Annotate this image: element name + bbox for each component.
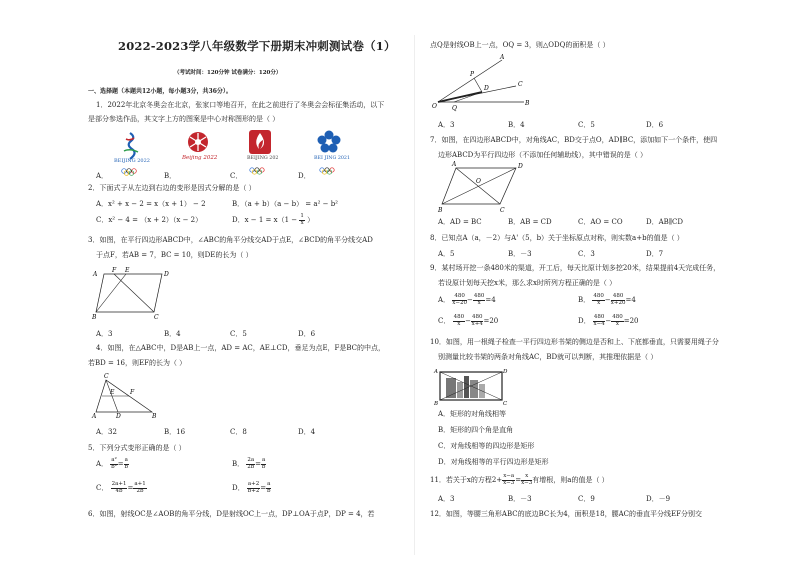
- q7-option-b[interactable]: B．AB = CD: [508, 218, 552, 226]
- q10-label-d: D: [503, 369, 508, 375]
- q1-line1: 1．2022年北京冬奥会在北京，张家口等地召开，在此之前进行了冬奥会会标征集活动，以下: [96, 101, 385, 109]
- logo-option-a[interactable]: [114, 131, 150, 175]
- q8-option-b[interactable]: B．－3: [508, 250, 532, 258]
- q9-a-frac1: [452, 294, 467, 306]
- q5-c-d1: 4b: [115, 487, 123, 494]
- q9-a-d1: x−20: [452, 299, 468, 306]
- q3-option-a[interactable]: A．3: [96, 330, 113, 338]
- logo-c-text: BEIJING 202: [247, 156, 279, 161]
- q7-label-b: B: [438, 207, 443, 214]
- q3-option-c[interactable]: C．5: [230, 330, 247, 338]
- q1-option-b[interactable]: B．: [164, 172, 177, 180]
- q6-label-b: B: [525, 100, 530, 107]
- q12-line1: 12．如图，等腰三角形ABC的底边BC长为4，面积是18，腰AC的垂直平分线EF分别交: [430, 510, 702, 518]
- q5-c-frac1: [111, 482, 128, 494]
- q5-a-frac2: [124, 458, 129, 470]
- q2-stem: 2．下面式子从左边到右边的变形是因式分解的是（ ）: [88, 184, 256, 192]
- q9-d-prefix: D．: [578, 317, 591, 325]
- q5-a-d1: b²: [111, 463, 117, 470]
- q5-b-frac1: [246, 458, 255, 470]
- q7-label-o: O: [476, 178, 481, 185]
- logo-option-d[interactable]: [314, 130, 350, 176]
- q7-option-a[interactable]: A．AD = BC: [438, 218, 482, 226]
- q10-line2: 别测量比较书架的两条对角线AC，BD就可以判断，其推理依据是（ ）: [438, 353, 658, 361]
- q3-label-e: E: [125, 267, 130, 274]
- q5-b-d2: b: [261, 463, 266, 470]
- q6-label-o: O: [432, 103, 437, 110]
- q11-option-c[interactable]: C．9: [578, 495, 595, 503]
- q7-option-d[interactable]: D．AB∥CD: [646, 218, 684, 226]
- q9-a-n1: 480: [452, 294, 467, 301]
- q4-line2: 若BD = 16，则EF的长为（ ）: [88, 359, 187, 367]
- q5-a-d2: b: [124, 463, 129, 470]
- q5-d-d2: b: [267, 487, 271, 494]
- q2-d-fraction: [299, 214, 305, 226]
- q6-option-b[interactable]: B．4: [508, 121, 525, 129]
- q3-label-a: A: [93, 271, 98, 278]
- q3-parallelogram-figure: [92, 266, 172, 321]
- q2-d-end: ）: [307, 216, 315, 224]
- q3-option-d[interactable]: D．6: [298, 330, 316, 338]
- q4-label-d: D: [116, 413, 121, 420]
- q7-option-c[interactable]: C．AO = CO: [578, 218, 623, 226]
- q9-b-d2: x+20: [610, 299, 626, 306]
- q10-option-c[interactable]: C．对角线相等的四边形是矩形: [438, 442, 535, 450]
- q9-d-n2: 480: [612, 314, 623, 320]
- q3-option-b[interactable]: B．4: [164, 330, 181, 338]
- q10-label-a: A: [434, 369, 438, 375]
- q7-label-a: A: [452, 161, 457, 168]
- q11-pre: 11．若关于x的方程2+: [430, 476, 503, 484]
- q11-mid: =: [515, 476, 522, 484]
- q8-option-d[interactable]: D．7: [646, 250, 664, 258]
- q5-a-prefix: A．: [96, 460, 109, 468]
- q9-d-d2: x: [615, 320, 620, 327]
- logo-a-text: BEIJING 2022: [114, 158, 150, 164]
- q9-c-d1: x: [457, 320, 461, 327]
- q5-a-n1: a²: [111, 457, 117, 463]
- exam-meta: （考试时间：120分钟 试卷满分：120分）: [174, 70, 282, 76]
- q2-option-b[interactable]: B．（a + b）（a − b） = a² − b²: [232, 200, 338, 208]
- q11-frac2: [521, 474, 532, 486]
- q4-line1: 4．如图，在△ABC中，D是AB上一点，AD = AC，AE⊥CD，垂足为点E，F是BC的中点，: [96, 344, 386, 352]
- q11-option-d[interactable]: D．－9: [646, 495, 671, 503]
- q10-option-a[interactable]: A．矩形的对角线相等: [438, 410, 507, 418]
- q9-a-frac2: [473, 294, 486, 306]
- q5-b-prefix: B．: [232, 460, 245, 468]
- q8-option-c[interactable]: C．3: [578, 250, 595, 258]
- q3-line1: 3．如图，在平行四边形ABCD中，∠ABC的角平分线交AD于点E，∠BCD的角平分线交AD: [88, 236, 373, 244]
- q4-label-e: E: [110, 389, 115, 396]
- q4-option-d[interactable]: D．4: [298, 428, 316, 436]
- q11-option-a[interactable]: A．3: [438, 495, 455, 503]
- q5-d-frac2: [266, 482, 271, 494]
- q5-a-n2: a: [124, 457, 128, 463]
- q4-option-b[interactable]: B．16: [164, 428, 186, 436]
- q6-angle-figure: [430, 52, 530, 110]
- beijing-2022-emblem-icon: [118, 131, 148, 175]
- q5-a-frac1: [110, 458, 117, 470]
- q2-option-c[interactable]: C．x² − 4 = （x + 2）（x − 2）: [96, 216, 203, 224]
- q6-option-a[interactable]: A．3: [438, 121, 455, 129]
- q5-c-n2: a+1: [134, 481, 146, 487]
- q5-c-prefix: C．: [96, 484, 109, 492]
- q9-c-end: =20: [483, 317, 499, 325]
- q8-stem: 8．已知点A（a，－2）与A'（5，b）关于坐标原点对称，则实数a+b的值是（ ）: [430, 234, 684, 242]
- q6-option-d[interactable]: D．6: [646, 121, 664, 129]
- q1-option-d[interactable]: D．: [298, 172, 311, 180]
- plum-blossom-emblem-icon: [314, 130, 350, 176]
- q3-label-d: D: [164, 271, 169, 278]
- q2-option-a[interactable]: A．x² + x − 2 = x（x + 1） − 2: [96, 200, 206, 208]
- q5-b-d1: 2b: [247, 463, 255, 470]
- q7-quadrilateral-figure: [438, 160, 524, 212]
- q11-n2: x: [521, 474, 532, 481]
- q9-c-frac1: [453, 315, 466, 327]
- q10-option-b[interactable]: B．矩形的四个角是直角: [438, 426, 514, 434]
- q5-option-b[interactable]: B． $\frac{2a}{2b}$ = $\frac{a}{b}$: [232, 457, 266, 470]
- q4-label-a: A: [92, 413, 97, 420]
- snowflake-emblem-icon: [184, 130, 216, 174]
- q9-d-end: =20: [623, 317, 639, 325]
- q9-option-b[interactable]: B． $\frac{480}{x}$ − $\frac{480}{x+20}$ =4: [578, 293, 636, 306]
- q11-stem: [430, 474, 609, 486]
- q9-line1: 9．某村场开挖一条480米的渠道，开工后，每天比原计划多挖20米，结果提前4天完成任务，: [430, 264, 721, 272]
- q5-d-d1: b+2: [247, 487, 260, 494]
- q10-label-b: B: [434, 401, 439, 407]
- q3-label-f: F: [112, 267, 117, 274]
- q9-option-c[interactable]: C． $\frac{480}{x}$ − $\frac{480}{x+4}$ =20: [438, 314, 499, 327]
- q9-option-a[interactable]: A． $\frac{480}{x-20}$ − $\frac{480}{x}$ =4: [438, 293, 496, 306]
- q11-d1: x−3: [503, 479, 515, 486]
- q9-b-frac1: [592, 294, 605, 306]
- q9-b-n2: 480: [611, 294, 626, 301]
- q9-b-frac2: [611, 294, 626, 306]
- q9-a-d2: x: [477, 299, 481, 306]
- q9-c-frac2: [471, 315, 484, 327]
- q1-line2: 是部分参选作品，其文字上方的图案是中心对称图形的是（ ）: [88, 115, 280, 123]
- q10-bookshelf-figure: [434, 366, 510, 406]
- q5-option-d[interactable]: D． $\frac{a+2}{b+2}$ = $\frac{a}{b}$: [232, 481, 271, 494]
- q9-b-d1: x: [597, 299, 601, 306]
- q6-label-q: Q: [452, 105, 457, 112]
- q6-label-p: P: [470, 71, 475, 78]
- q9-c-d2: x+4: [471, 320, 483, 327]
- q2-d-text: D．x − 1 = x（1 −: [232, 216, 298, 224]
- q11-post: 有增根，则a的值是（ ）: [532, 476, 609, 484]
- q7-line2: 边形ABCD为平行四边形（不添加任何辅助线），其中错误的是（ ）: [438, 151, 648, 159]
- q9-a-n2: 480: [473, 293, 485, 299]
- q5-b-frac2: [261, 458, 266, 470]
- q5-d-n1: a+2: [247, 481, 260, 487]
- q11-option-b[interactable]: B．－3: [508, 495, 532, 503]
- q5-c-frac2: [133, 482, 146, 494]
- q6-line1: 6．如图，射线OC是∠AOB的角平分线，D是射线OC上一点，DP⊥OA于点P，DP = 4，若: [88, 510, 375, 518]
- q3-label-b: B: [92, 314, 97, 321]
- q5-b-n2: a: [262, 457, 266, 463]
- q11-frac1: [502, 474, 515, 486]
- q8-option-a[interactable]: A．5: [438, 250, 455, 258]
- q4-label-f: F: [130, 389, 135, 396]
- q3-label-c: C: [154, 314, 159, 321]
- logo-b-text: Beijing 2022: [182, 155, 218, 161]
- q10-label-c: C: [503, 401, 508, 407]
- q7-label-d: D: [518, 163, 523, 170]
- q4-label-c: C: [104, 373, 109, 380]
- page-title: 2022-2023学八年级数学下册期末冲刺测试卷（1）: [118, 39, 396, 53]
- q4-triangle-figure: [92, 372, 162, 418]
- q1-option-c[interactable]: C．: [230, 172, 243, 180]
- column-divider: [414, 35, 415, 555]
- q4-option-c[interactable]: C．8: [230, 428, 247, 436]
- q1-option-a[interactable]: A．: [96, 172, 109, 180]
- q7-label-c: C: [500, 207, 505, 214]
- q5-option-c[interactable]: C． $\frac{2a+1}{4b}$ = $\frac{a+1}{2b}$: [96, 481, 146, 494]
- q2-d-den: x: [300, 219, 304, 226]
- q7-line1: 7．如图，在四边形ABCD中，对角线AC，BD交于点O，AD∥BC，添加如下一个条件，使四: [430, 136, 718, 144]
- q2-d-num: 1: [300, 213, 304, 219]
- q5-d-frac1: [247, 482, 260, 494]
- q5-c-n1: 2a+1: [111, 481, 127, 487]
- q2-option-d[interactable]: [232, 214, 314, 226]
- q9-d-frac1: [593, 315, 606, 327]
- logo-d-text: BEI JING 2021: [314, 156, 351, 161]
- logo-option-c[interactable]: [247, 130, 277, 176]
- q10-option-d[interactable]: D．对角线相等的平行四边形是矩形: [438, 458, 549, 466]
- q9-a-end: =4: [485, 296, 496, 304]
- q5-b-n1: 2a: [247, 457, 255, 463]
- q9-b-n1: 480: [593, 293, 604, 299]
- q5-d-n2: a: [267, 481, 271, 487]
- section-heading: 一、选择题（本题共12小题，每小题3分，共36分）。: [88, 88, 232, 95]
- q6-label-a: A: [500, 54, 505, 61]
- q11-n1: x−a: [503, 473, 515, 479]
- q9-option-d[interactable]: D． $\frac{480}{x-4}$ − $\frac{480}{x}$ =20: [578, 314, 639, 327]
- q6-label-d: D: [484, 85, 489, 92]
- q6-line2: 点Q是射线OB上一点，OQ = 3，则△ODQ的面积是（ ）: [430, 41, 610, 49]
- q5-stem: 5．下列分式变形正确的是（ ）: [88, 444, 186, 452]
- q6-label-c: C: [518, 81, 523, 88]
- q9-c-n1: 480: [453, 314, 465, 320]
- q3-line2: 于点F，若AB = 7，BC = 10，则DE的长为（ ）: [96, 251, 253, 259]
- q5-d-prefix: D．: [232, 484, 245, 492]
- q9-d-d1: x−4: [593, 320, 605, 327]
- q9-c-prefix: C．: [438, 317, 451, 325]
- flame-emblem-icon: [247, 130, 277, 176]
- q9-b-prefix: B．: [578, 296, 591, 304]
- q10-line1: 10．如图，用一根绳子检查一平行四边形书架的侧边是否和上、下底都垂直，只需要用绳子分: [430, 338, 719, 346]
- q11-d2: x−3: [521, 479, 533, 486]
- q9-c-n2: 480: [471, 314, 483, 320]
- q5-c-d2: 2b: [136, 487, 144, 494]
- q9-b-end: =4: [625, 296, 636, 304]
- q9-a-prefix: A．: [438, 296, 451, 304]
- q4-option-a[interactable]: A．32: [96, 428, 117, 436]
- q9-d-n1: 480: [593, 314, 605, 320]
- q9-d-frac2: [611, 315, 624, 327]
- q9-line2: 若设原计划每天挖x米，那么求x时所列方程正确的是（ ）: [438, 279, 617, 287]
- q4-label-b: B: [152, 413, 157, 420]
- logo-option-b[interactable]: [184, 130, 216, 174]
- q6-option-c[interactable]: C．5: [578, 121, 595, 129]
- q5-option-a[interactable]: A． $\frac{\text{a²}}{\text{b²}}$ = $\frac{a}{b}$: [96, 457, 129, 470]
